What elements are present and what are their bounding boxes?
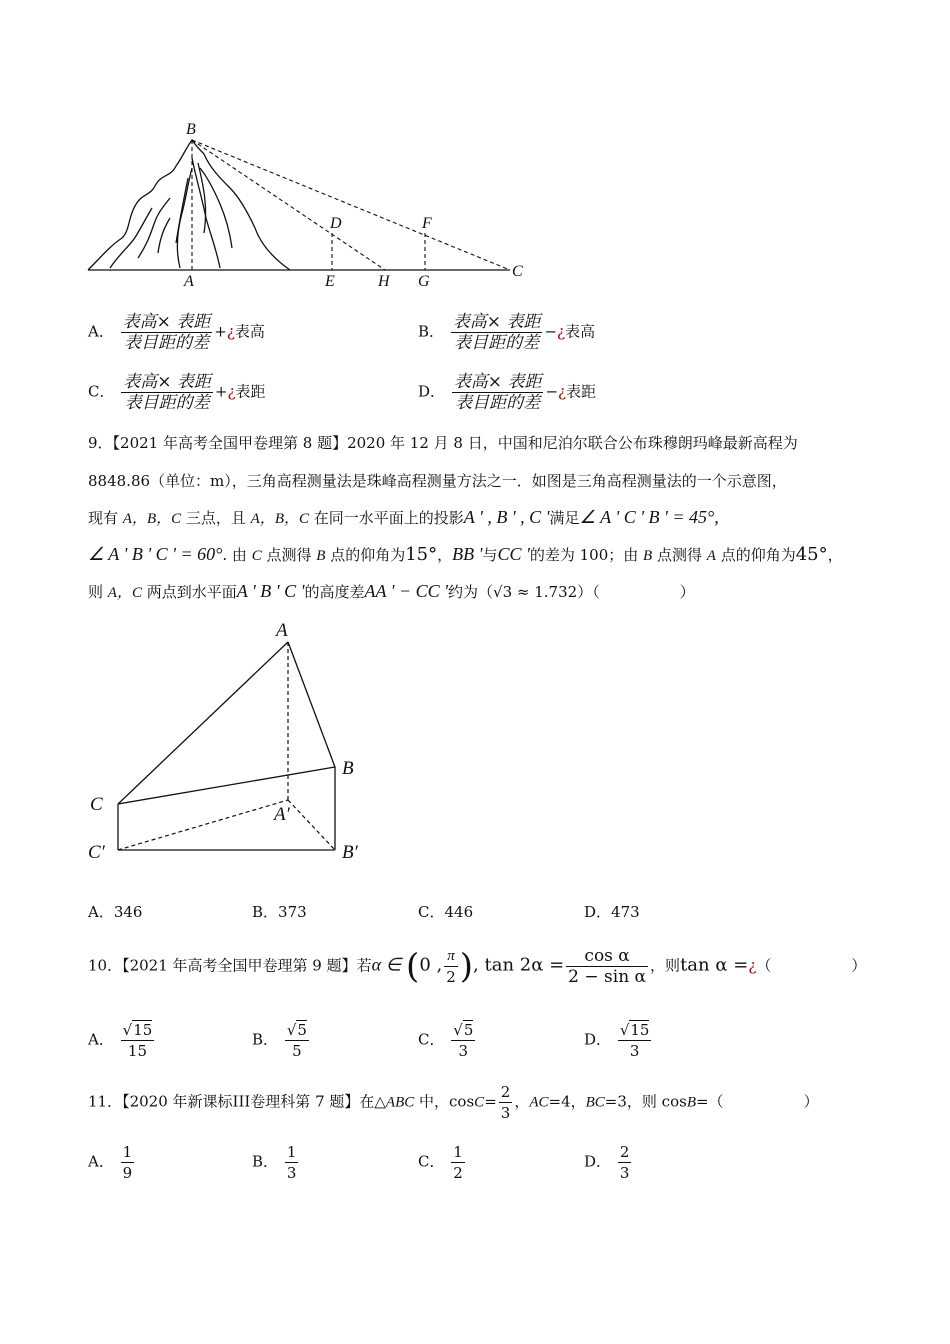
q11-option-d[interactable]: D． $\frac{2}{3}$	[584, 1143, 630, 1182]
label-F: F	[422, 215, 432, 232]
q9-option-d[interactable]: D．473	[584, 903, 640, 921]
q11-option-a[interactable]: A． $\frac{1}{9}$	[88, 1143, 133, 1182]
q8-option-c[interactable]: C． $\frac{\text{表高× 表距}}{\text{表目距的差}}$ +¿表距	[88, 372, 266, 413]
mountain-outline	[88, 140, 290, 270]
q10-option-d[interactable]: D． $\frac{√15}{3}$	[584, 1021, 650, 1060]
label-G: G	[418, 273, 430, 290]
q8-option-b[interactable]: B． $\frac{\text{表高× 表距}}{\text{表目距的差}}$ −¿表高	[418, 312, 596, 353]
label-D: D	[330, 215, 342, 232]
edge-AB	[288, 642, 335, 767]
label-B: B	[342, 758, 354, 779]
q10-option-c[interactable]: C． $\frac{√5}{3}$	[418, 1021, 474, 1060]
q9-line-5: 则 A，C 两点到水平面A ' B ' C '的高度差AA ' − CC '约为（√3 ≈ 1.732）（ ）	[88, 581, 695, 601]
label-A: A	[184, 273, 194, 290]
edge-A1B1	[288, 800, 335, 850]
line-BC	[192, 140, 510, 270]
q9-option-a[interactable]: A．346	[88, 903, 143, 921]
q9-option-b[interactable]: B．373	[252, 903, 307, 921]
q11-stem: 11．【2020 年新课标III卷理科第 7 题】在△ABC 中，cosC= $\frac{2}{3}$ ，AC=4，BC=3，则 cosB=（ ）	[88, 1083, 819, 1122]
q11-option-c[interactable]: C． $\frac{1}{2}$	[418, 1143, 463, 1182]
q8-option-a[interactable]: A． $\frac{\text{表高× 表距}}{\text{表目距的差}}$ +¿表高	[88, 312, 265, 353]
prism-figure	[80, 612, 380, 872]
q9-line-4: ∠ A ' B ' C ' = 60°. 由 C 点测得 B 点的仰角为15°，BB '与CC '的差为 100；由 B 点测得 A 点的仰角为45°，	[88, 544, 843, 565]
label-H: H	[378, 273, 390, 290]
label-C: C	[90, 794, 103, 815]
q9-line-1: 9．【2021 年高考全国甲卷理第 8 题】2020 年 12 月 8 日，中国和尼泊尔联合公布珠穆朗玛峰最新高程为	[88, 434, 798, 452]
label-C: C	[512, 263, 523, 280]
q10-option-a[interactable]: A． $\frac{√15}{15}$	[88, 1021, 153, 1060]
label-C-prime: C′	[88, 842, 105, 863]
label-B: B	[186, 121, 196, 138]
label-A: A	[276, 620, 288, 641]
q11-option-b[interactable]: B． $\frac{1}{3}$	[252, 1143, 297, 1182]
label-E: E	[325, 273, 335, 290]
q9-line-3: 现有 A，B，C 三点，且 A，B，C 在同一水平面上的投影A ' , B ' , C '满足∠ A ' C ' B ' = 45°,	[88, 507, 719, 527]
edge-C1A1	[118, 800, 288, 850]
label-B-prime: B′	[342, 842, 358, 863]
q9-option-c[interactable]: C．446	[418, 903, 474, 921]
mountain-figure	[80, 118, 540, 293]
q9-line-2: 8848.86（单位：m），三角高程测量法是珠峰高程测量方法之一．如图是三角高程测量法的一个示意图，	[88, 472, 787, 490]
label-A-prime: A′	[274, 804, 290, 825]
q8-option-d[interactable]: D． $\frac{\text{表高× 表距}}{\text{表目距的差}}$ −¿表距	[418, 372, 597, 413]
q10-stem: 10．【2021 年高考全国甲卷理第 9 题】若α ∈ (0 , $\frac{\pi}{2}$ ), tan 2α = $\frac{\text{cos α}}{\text{2 − sin α}}$ ，则tan α =¿（ ）	[88, 946, 867, 987]
q10-option-b[interactable]: B． $\frac{√5}{5}$	[252, 1021, 307, 1060]
